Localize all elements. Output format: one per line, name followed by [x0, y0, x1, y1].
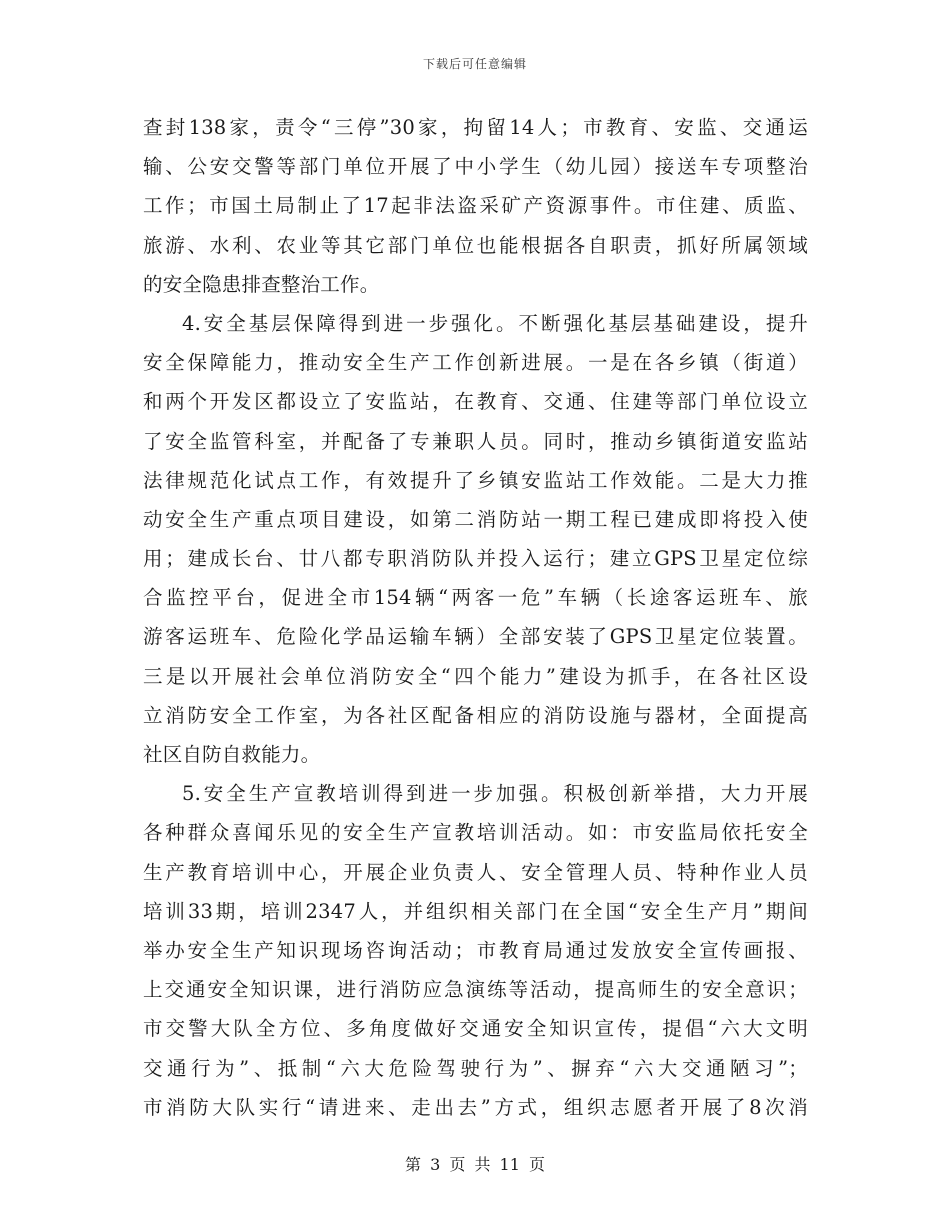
paragraph-1	[143, 108, 808, 304]
paragraph-3	[143, 774, 808, 1127]
text-line: 安全保障能力，推动安全生产工作创新进展。一是在各乡镇（街道）	[143, 351, 808, 375]
text-line: 旅游、水利、农业等其它部门单位也能根据各自职责，抓好所属领域	[143, 233, 808, 257]
page-header: 下载后可任意编辑	[422, 57, 527, 71]
text-line: 生产教育培训中心，开展企业负责人、安全管理人员、特种作业人员	[143, 860, 808, 884]
text-line: 举办安全生产知识现场咨询活动；市教育局通过发放安全宣传画报、	[143, 938, 808, 962]
text-line: 立消防安全工作室，为各社区配备相应的消防设施与器材，全面提高	[143, 703, 808, 727]
text-line: 工作；市国土局制止了17起非法盗采矿产资源事件。市住建、质监、	[143, 194, 808, 218]
text-line: 5.安全生产宣教培训得到进一步加强。积极创新举措，大力开展	[182, 782, 808, 806]
text-line: 交通行为”、抵制“六大危险驾驶行为”、摒弃“六大交通陋习”；	[143, 1056, 808, 1080]
text-line: 和两个开发区都设立了安监站，在教育、交通、住建等部门单位设立	[143, 390, 808, 414]
document-body	[143, 108, 808, 1127]
text-line: 培训33期，培训2347人，并组织相关部门在全国“安全生产月”期间	[143, 899, 808, 923]
text-line: 查封138家，责令“三停”30家，拘留14人；市教育、安监、交通运	[143, 116, 808, 139]
text-line: 输、公安交警等部门单位开展了中小学生（幼儿园）接送车专项整治	[143, 155, 808, 179]
text-line: 游客运班车、危险化学品运输车辆）全部安装了GPS卫星定位装置。	[143, 625, 808, 649]
text-line: 4.安全基层保障得到进一步强化。不断强化基层基础建设，提升	[182, 311, 808, 335]
text-line: 市消防大队实行“请进来、走出去”方式，组织志愿者开展了8次消	[143, 1095, 808, 1119]
text-line: 的安全隐患排查整治工作。	[143, 272, 380, 296]
text-line: 合监控平台，促进全市154辆“两客一危”车辆（长途客运班车、旅	[143, 586, 808, 610]
page-number-footer: 第 3 页 共 11 页	[405, 1155, 545, 1174]
text-line: 用；建成长台、廿八都专职消防队并投入运行；建立GPS卫星定位综	[143, 547, 808, 571]
text-line: 市交警大队全方位、多角度做好交通安全知识宣传，提倡“六大文明	[143, 1017, 808, 1041]
text-line: 三是以开展社会单位消防安全“四个能力”建设为抓手，在各社区设	[143, 664, 808, 688]
paragraph-2	[143, 304, 808, 774]
text-line: 各种群众喜闻乐见的安全生产宣教培训活动。如：市安监局依托安全	[143, 821, 808, 845]
text-line: 上交通安全知识课，进行消防应急演练等活动，提高师生的安全意识；	[143, 978, 808, 1002]
text-line: 动安全生产重点项目建设，如第二消防站一期工程已建成即将投入使	[143, 507, 808, 531]
text-line: 法律规范化试点工作，有效提升了乡镇安监站工作效能。二是大力推	[143, 468, 808, 492]
text-line: 社区自防自救能力。	[143, 743, 321, 766]
text-line: 了安全监管科室，并配备了专兼职人员。同时，推动乡镇街道安监站	[143, 429, 808, 453]
